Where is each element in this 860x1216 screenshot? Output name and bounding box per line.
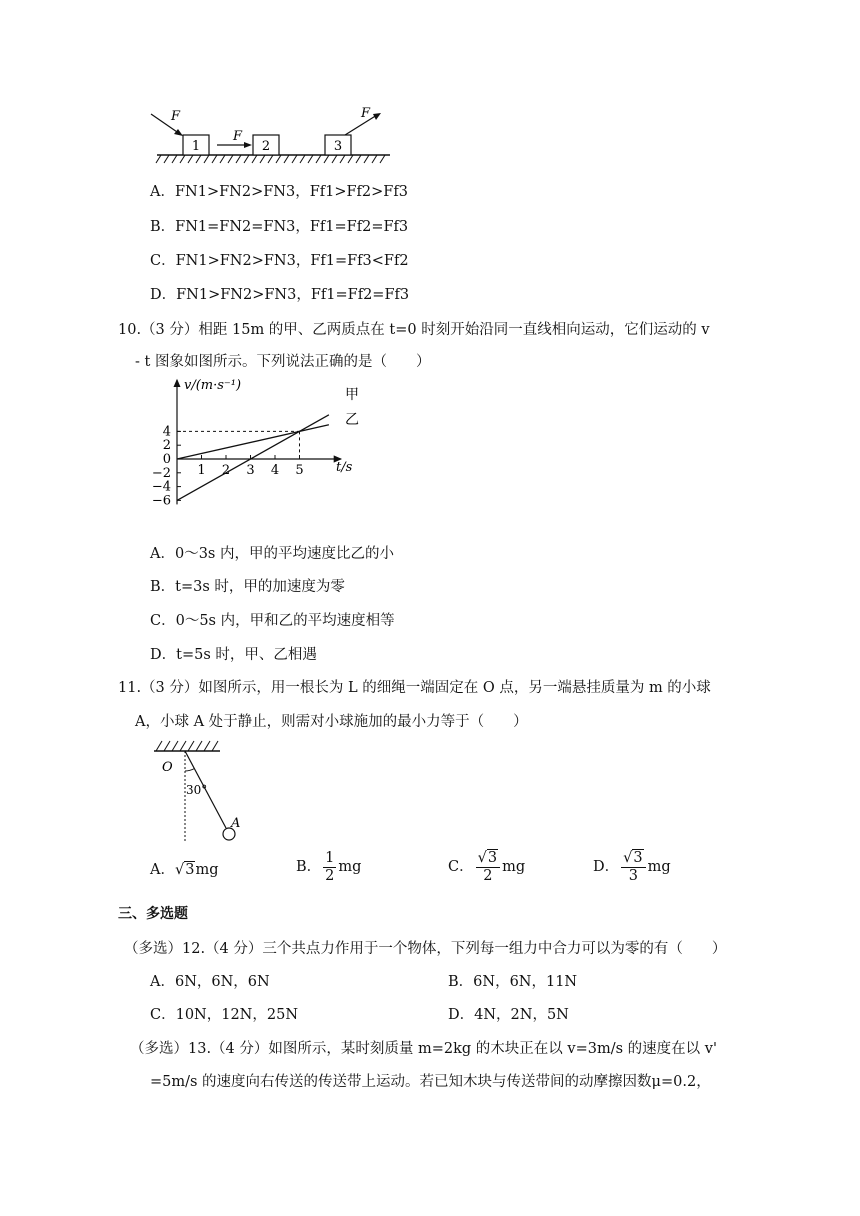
- y-tick-label: −2: [151, 465, 171, 481]
- y-tick-label: −6: [151, 493, 171, 509]
- block-3-label: 3: [333, 139, 343, 154]
- y-tick-label: 4: [162, 424, 171, 440]
- q12-option-c[interactable]: C．10N，12N，25N: [150, 1007, 299, 1023]
- q11-option-d-unit: mg: [647, 859, 671, 875]
- x-tick-label: 5: [295, 463, 304, 478]
- q9-option-b[interactable]: B．FN1=FN2=FN3，Ff1=Ff2=Ff3: [150, 219, 409, 235]
- series-jia-label: 甲: [345, 387, 359, 403]
- y-tick-label: 0: [162, 452, 171, 467]
- blocks-figure: [145, 105, 395, 170]
- q12-option-b[interactable]: B．6N，6N，11N: [448, 974, 578, 990]
- q11-option-a[interactable]: [150, 858, 219, 879]
- q10-option-c[interactable]: C．0～5s 内，甲和乙的平均速度相等: [150, 613, 395, 629]
- force-3-label: F: [361, 106, 371, 121]
- fraction-denominator: 2: [325, 867, 335, 884]
- sqrt-symbol: √3: [477, 850, 498, 866]
- y-tick-label: 2: [162, 438, 171, 454]
- fraction: [621, 851, 645, 883]
- sqrt-symbol: √3: [623, 850, 643, 866]
- sqrt-radicand: 3: [185, 862, 195, 878]
- q11-stem-line2: A，小球 A 处于静止，则需对小球施加的最小力等于（ ）: [135, 714, 528, 730]
- q9-option-d[interactable]: D．FN1>FN2>FN3，Ff1=Ff2=Ff3: [150, 287, 410, 303]
- point-a-label: A: [231, 816, 241, 831]
- q11-option-c[interactable]: [448, 851, 525, 883]
- block-2-label: 2: [261, 139, 271, 154]
- series-yi-line: [177, 425, 329, 459]
- fraction-numerator: 1: [325, 850, 335, 866]
- q11-option-a-label: A．: [150, 862, 175, 878]
- chart-xlabel: t/s: [336, 460, 353, 475]
- series-jia-line: [177, 415, 329, 501]
- force-2-label: F: [233, 129, 243, 144]
- force-1-label: F: [171, 109, 181, 124]
- x-tick-label: 3: [246, 463, 255, 478]
- q12-option-a[interactable]: A．6N，6N，6N: [150, 974, 270, 990]
- q10-option-b[interactable]: B．t=3s 时，甲的加速度为零: [150, 579, 345, 595]
- q9-option-a[interactable]: A．FN1>FN2>FN3，Ff1>Ff2>Ff3: [150, 184, 408, 200]
- y-tick-label: −4: [151, 479, 171, 495]
- q9-option-c[interactable]: C．FN1>FN2>FN3，Ff1=Ff3<Ff2: [150, 253, 409, 269]
- fraction-denominator: 3: [628, 867, 638, 884]
- fraction-denominator: 2: [483, 867, 493, 884]
- sqrt-symbol: √3: [174, 862, 195, 878]
- q11-option-c-label: C．: [448, 859, 474, 875]
- fraction-numerator: [621, 851, 645, 868]
- q11-option-d[interactable]: [593, 851, 671, 883]
- fraction: [476, 851, 500, 883]
- q11-option-c-unit: mg: [502, 859, 526, 875]
- q10-option-a[interactable]: A．0～3s 内，甲的平均速度比乙的小: [150, 546, 394, 562]
- section-heading: 三、多选题: [118, 906, 188, 922]
- q11-option-a-unit: mg: [195, 862, 219, 878]
- pendulum-figure: [148, 735, 248, 845]
- vt-chart: [140, 372, 370, 527]
- angle-label: 30°: [186, 783, 208, 797]
- fraction-numerator: [476, 851, 500, 868]
- q10-stem-line1: 10.（3 分）相距 15m 的甲、乙两质点在 t=0 时刻开始沿同一直线相向运动，它们运动的 v: [118, 322, 710, 338]
- x-tick-label: 4: [270, 463, 280, 478]
- q13-stem-line2: =5m/s 的速度向右传送的传送带上运动。若已知木块与传送带间的动摩擦因数μ=0.2，: [150, 1074, 711, 1090]
- q10-stem-line2: - t 图象如图所示。下列说法正确的是（ ）: [135, 354, 431, 370]
- q11-option-b-label: B．: [296, 859, 322, 875]
- q11-option-b-unit: mg: [338, 859, 362, 875]
- q11-option-b[interactable]: [296, 851, 361, 883]
- sqrt-radicand: 3: [487, 850, 498, 866]
- q13-stem-line1: （多选）13.（4 分）如图所示，某时刻质量 m=2kg 的木块正在以 v=3m/s 的速度在以 v': [130, 1041, 717, 1057]
- point-o-label: O: [162, 760, 173, 775]
- x-tick-label: 1: [197, 463, 206, 478]
- fraction: [323, 851, 336, 883]
- q11-option-d-label: D．: [593, 859, 620, 875]
- q12-option-d[interactable]: D．4N，2N，5N: [448, 1007, 569, 1023]
- x-tick-label: 2: [221, 463, 231, 478]
- block-1-label: 1: [191, 139, 201, 154]
- q12-stem: （多选）12.（4 分）三个共点力作用于一个物体，下列每一组力中合力可以为零的有（ ）: [124, 941, 727, 957]
- q10-option-d[interactable]: D．t=5s 时，甲、乙相遇: [150, 647, 317, 663]
- series-yi-label: 乙: [345, 412, 359, 428]
- q11-stem-line1: 11.（3 分）如图所示，用一根长为 L 的细绳一端固定在 O 点，另一端悬挂质量为 m 的小球: [118, 680, 711, 696]
- sqrt-radicand: 3: [633, 850, 643, 866]
- chart-ylabel: v/(m·s⁻¹): [184, 378, 242, 393]
